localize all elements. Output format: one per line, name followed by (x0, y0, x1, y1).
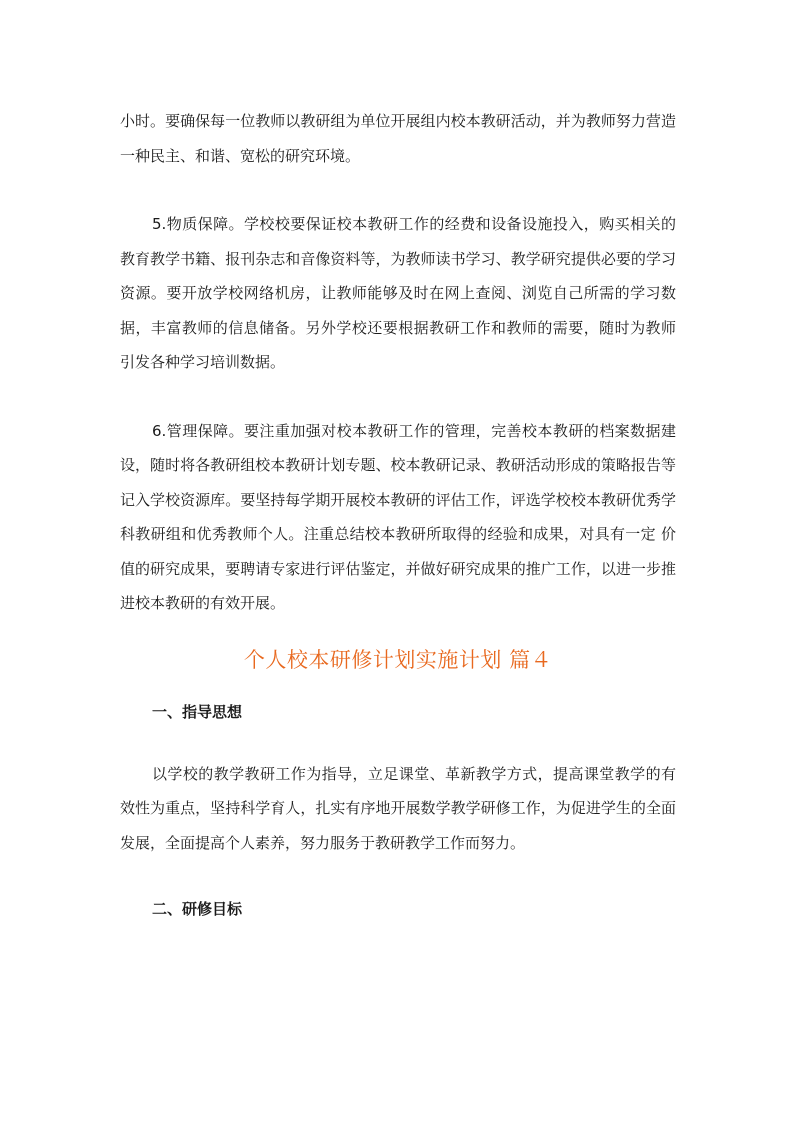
subheading-research-goals: 二、研修目标 (152, 900, 243, 918)
paragraph-material-guarantee: 5.物质保障。学校校要保证校本教研工作的经费和设备设施投入，购买相关的教育教学书籍、报刊杂志和音像资料等，为教师读书学习、教学研究提供必要的学习 资源。要开放学校网络机房，让教师能够及时在网上查阅、浏览自己所需的学习数据，丰富教师的信息储备。另外学校还要根据教研工作和教师的需要，随时为教师 引发各种学习培训数据。 (120, 215, 676, 371)
paragraph-guiding-ideology: 以学校的教学教研工作为指导，立足课堂、革新教学方式，提高课堂教学的有效性为重点，坚持科学育人，扎实有序地开展数学教学研修工作，为促进学生的全面发展，全面提高个人素养，努力服务于教研教学工作而努力。 (120, 764, 676, 852)
continued-paragraph: 小时。要确保每一位教师以教研组为单位开展组内校本教研活动，并为教师努力营造一种民主、和谐、宽松的研究环境。 (120, 112, 676, 165)
subheading-guiding-ideology: 一、指导思想 (152, 702, 243, 721)
section-title: 个人校本研修计划实施计划 篇４ (243, 647, 553, 672)
paragraph-management-guarantee: 6.管理保障。要注重加强对校本教研工作的管理，完善校本教研的档案数据建设，随时将各教研组校本教研计划专题、校本教研记录、教研活动形成的策略报告等 记入学校资源库。要坚持每学期开展校本教研的评估工作，评选学校校本教研优秀学科教研组和优秀教师个人。注重总结校本教研所取得的经验和成果，对具有一定 价值的研究成果，要聘请专家进行评估鉴定，并做好研究成果的推广工作，以进一步推进校本教研的有效开展。 (120, 421, 676, 612)
document-body (120, 104, 676, 926)
